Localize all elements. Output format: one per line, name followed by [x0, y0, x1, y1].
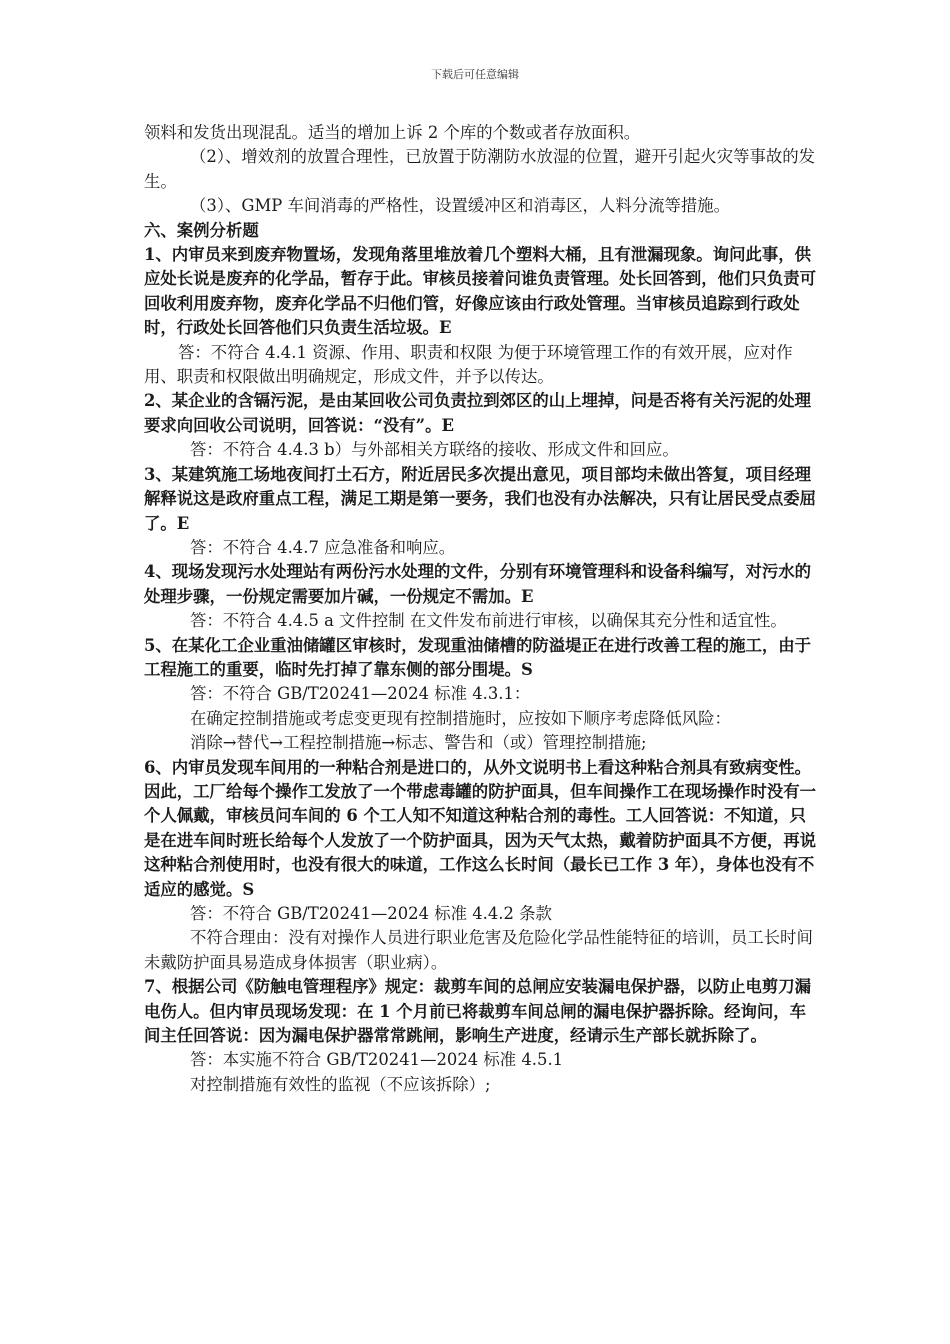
case-question: 5、在某化工企业重油储罐区审核时，发现重油储槽的防溢堤正在进行改善工程的施工，由于工程施工的重要，临时先打掉了靠东侧的部分围堤。S	[144, 635, 812, 679]
case-question: 2、某企业的含镉污泥，是由某回收公司负责拉到郊区的山上埋掉，问是否将有关污泥的处理要求向回收公司说明，回答说：“没有”。E	[144, 391, 812, 435]
case-question: 3、某建筑施工场地夜间打土石方，附近居民多次提出意见，项目部均未做出答复，项目经理解释说这是政府重点工程，满足工期是第一要务，我们也没有办法解决，只有让居民受点委屈了。E	[144, 464, 817, 533]
case-question: 4、现场发现污水处理站有两份污水处理的文件，分别有环境管理科和设备科编写，对污水的处理步骤，一份规定需要加片碱，一份规定不需加。E	[144, 562, 812, 606]
case-question: 7、根据公司《防触电管理程序》规定：裁剪车间的总闸应安装漏电保护器，以防止电剪刀漏电伤人。但内审员现场发现：在 1 个月前已将裁剪车间总闸的漏电保护器拆除。经询问，车间主任回答说：因为漏电保护器常常跳闸，影响生产进度，经请示生产部长就拆除了。	[144, 977, 812, 1046]
case-answer: 答：不符合 4.4.7 应急准备和响应。	[190, 537, 456, 557]
document-body	[144, 121, 816, 1097]
section-heading: 六、案例分析题	[144, 220, 259, 240]
case-answer: 答：不符合 4.4.1 资源、作用、职责和权限 为便于环境管理工作的有效开展，应对作用、职责和权限做出明确规定，形成文件，并予以传达。	[144, 342, 793, 387]
case-answer: 答：不符合 4.4.5 a 文件控制 在文件发布前进行审核，以确保其充分性和适宜性。	[190, 611, 787, 631]
case-question: 6、内审员发现车间用的一种粘合剂是进口的，从外文说明书上看这种粘合剂具有致病变性。因此，工厂给每个操作工发放了一个带虑毒罐的防护面具，但车间操作工在现场操作时没有一个人佩戴，审核员问车间的 6 个工人知不知道这种粘合剂的毒性。工人回答说：不知道，只是在进车间时班长给每个人发放了一个防护面具，因为天气太热，戴着防护面具不方便，再说这种粘合剂使用时，也没有很大的味道，工作这么长时间（最长已工作 3 年），身体也没有不适应的感觉。S	[144, 757, 817, 899]
page-header: 下载后可任意编辑	[431, 68, 519, 81]
case-answer: 在确定控制措施或考虑变更现有控制措施时，应按如下顺序考虑降低风险：	[190, 708, 731, 728]
case-answer: 答：不符合 4.4.3 b）与外部相关方联络的接收、形成文件和回应。	[190, 440, 679, 460]
case-question: 1、内审员来到废弃物置场，发现角落里堆放着几个塑料大桶，且有泄漏现象。询问此事，供应处长说是废弃的化学品，暂存于此。审核员接着问谁负责管理。处长回答到，他们只负责可回收利用废弃物，废弃化学品不归他们管，好像应该由行政处管理。当审核员追踪到行政处时，行政处长回答他们只负责生活垃圾。E	[144, 245, 817, 338]
paragraph: （2）、增效剂的放置合理性，已放置于防潮防水放湿的位置，避开引起火灾等事故的发生。	[144, 147, 816, 191]
paragraph: 领料和发货出现混乱。适当的增加上诉 2 个库的个数或者存放面积。	[144, 123, 641, 142]
case-answer: 不符合理由：没有对操作人员进行职业危害及危险化学品性能特征的培训，员工长时间未戴防护面具易造成身体损害（职业病）。	[144, 928, 813, 972]
case-answer: 答：本实施不符合 GB/T20241—2024 标准 4.5.1	[190, 1050, 564, 1070]
case-answer: 答：不符合 GB/T20241—2024 标准 4.3.1：	[190, 684, 531, 704]
case-answer: 对控制措施有效性的监视（不应该拆除）;	[190, 1074, 491, 1094]
case-answer: 消除→替代→工程控制措施→标志、警告和（或）管理控制措施;	[190, 733, 647, 753]
case-answer: 答：不符合 GB/T20241—2024 标准 4.4.2 条款	[190, 904, 552, 923]
paragraph: （3）、GMP 车间消毒的严格性，设置缓冲区和消毒区，人料分流等措施。	[190, 196, 731, 216]
